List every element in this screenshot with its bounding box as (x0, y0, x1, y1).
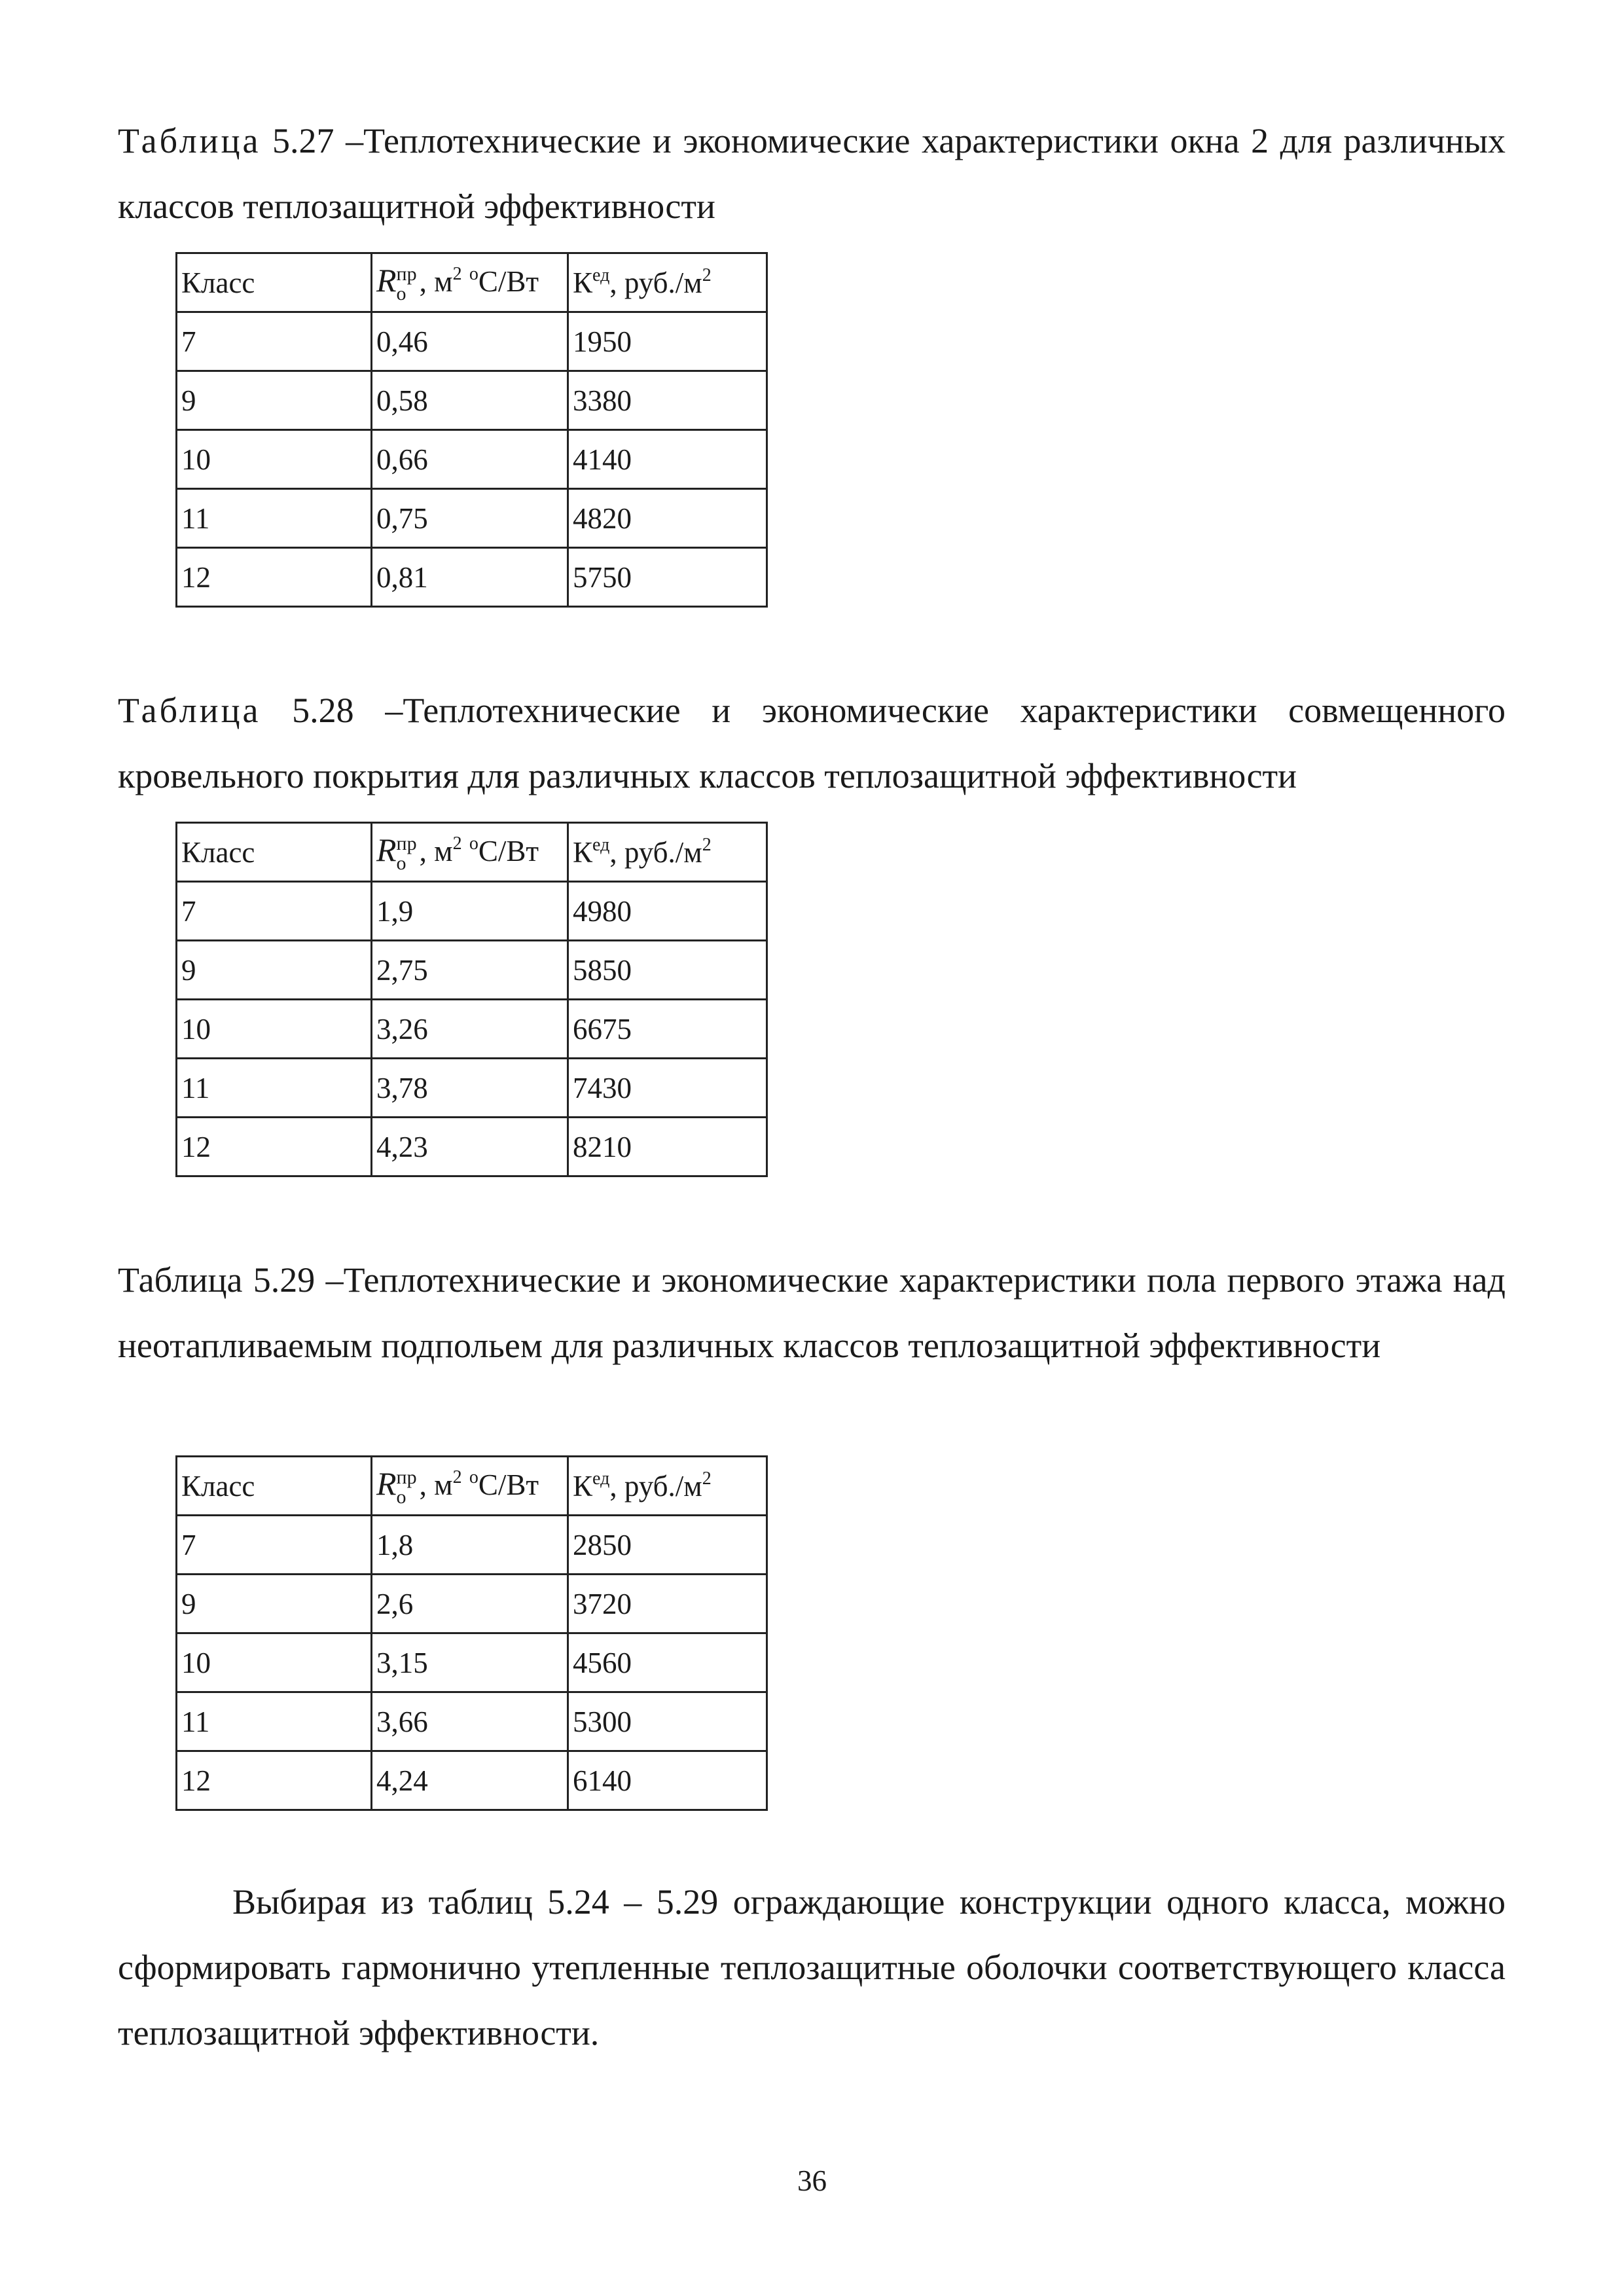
header-cost (568, 253, 767, 312)
cell-class: 7 (177, 312, 372, 371)
r-unit-sup: 2 (452, 263, 462, 284)
k-unit-sup: 2 (702, 834, 712, 855)
table-caption-5-28 (118, 678, 1506, 809)
cell-resistance: 1,8 (372, 1516, 568, 1575)
header-resistance (372, 253, 568, 312)
cell-cost: 6675 (568, 1000, 767, 1059)
table-header-row (177, 1457, 767, 1516)
cell-resistance: 3,66 (372, 1692, 568, 1751)
table-row (177, 1059, 767, 1118)
cell-class: 9 (177, 371, 372, 430)
r-unit: , м (419, 264, 453, 298)
body-paragraph: Выбирая из таблиц 5.24 – 5.29 ограждающие конструкции одного класса, можно сформировать гармонично утепленные теплозащитные оболочки соответствующего класса теплозащитной эффективности. (118, 1882, 1506, 2052)
k-unit: , руб./м (609, 266, 702, 299)
r-unit: , м (419, 834, 453, 867)
table-row (177, 1000, 767, 1059)
cell-resistance: 4,24 (372, 1751, 568, 1810)
table-caption-text: 5.28 –Теплотехнические и экономические характеристики совмещенного кровельного покрытия для различных классов теплозащитной эффективности (118, 691, 1506, 795)
table-row (177, 882, 767, 941)
r-subscript: о (396, 283, 406, 305)
k-unit: , руб./м (609, 835, 702, 869)
cell-class: 11 (177, 489, 372, 548)
r-superscript: пр (396, 1467, 417, 1489)
cell-resistance: 2,6 (372, 1575, 568, 1633)
cell-resistance: 0,75 (372, 489, 568, 548)
header-cost (568, 1457, 767, 1516)
r-subscript: о (396, 1486, 406, 1508)
table-label: Таблица (118, 121, 261, 160)
table-label: Таблица (118, 1260, 243, 1300)
r-unit-end: С/Вт (478, 834, 539, 867)
cell-class: 11 (177, 1059, 372, 1118)
cell-class: 9 (177, 1575, 372, 1633)
cell-class: 7 (177, 1516, 372, 1575)
r-unit-sup: 2 (452, 833, 462, 854)
cell-cost: 5850 (568, 941, 767, 1000)
header-resistance (372, 1457, 568, 1516)
table-caption-text: 5.29 –Теплотехнические и экономические характеристики пола первого этажа над неотапливаемым подпольем для различных классов теплозащитной эффективности (118, 1260, 1506, 1365)
table-label: Таблица (118, 691, 261, 730)
header-class: Класс (177, 253, 372, 312)
cell-class: 12 (177, 1118, 372, 1176)
cell-cost: 7430 (568, 1059, 767, 1118)
table-row (177, 941, 767, 1000)
header-resistance (372, 823, 568, 882)
degree-sign: о (469, 1467, 478, 1487)
table-header-row (177, 253, 767, 312)
cell-class: 7 (177, 882, 372, 941)
r-unit-space (462, 265, 469, 298)
k-unit-sup: 2 (702, 264, 712, 285)
cell-resistance: 1,9 (372, 882, 568, 941)
cell-cost: 8210 (568, 1118, 767, 1176)
table-row (177, 312, 767, 371)
table-5-27 (175, 252, 768, 608)
degree-sign: о (469, 263, 478, 284)
cell-cost: 4140 (568, 430, 767, 489)
page-number: 36 (797, 2164, 827, 2197)
table-row (177, 1118, 767, 1176)
cell-resistance: 3,78 (372, 1059, 568, 1118)
cell-resistance: 3,15 (372, 1633, 568, 1692)
table-header-row (177, 823, 767, 882)
r-unit-end: С/Вт (478, 264, 539, 298)
k-superscript: ед (592, 1468, 610, 1489)
k-superscript: ед (592, 264, 610, 285)
cell-cost: 4560 (568, 1633, 767, 1692)
k-symbol: К (573, 266, 593, 299)
table-caption-5-27 (118, 108, 1506, 239)
header-class: Класс (177, 1457, 372, 1516)
cell-class: 9 (177, 941, 372, 1000)
cell-resistance: 0,46 (372, 312, 568, 371)
cell-class: 10 (177, 430, 372, 489)
r-symbol: R (376, 1465, 397, 1502)
cell-cost: 5750 (568, 548, 767, 607)
k-symbol: К (573, 1469, 593, 1503)
table-caption-5-29 (118, 1247, 1506, 1378)
r-superscript: пр (396, 263, 417, 285)
r-superscript: пр (396, 833, 417, 855)
table-row (177, 548, 767, 607)
table-5-29 (175, 1455, 768, 1811)
cell-cost: 2850 (568, 1516, 767, 1575)
cell-class: 12 (177, 548, 372, 607)
cell-resistance: 2,75 (372, 941, 568, 1000)
k-superscript: ед (592, 834, 610, 855)
cell-cost: 3720 (568, 1575, 767, 1633)
cell-cost: 6140 (568, 1751, 767, 1810)
cell-cost: 1950 (568, 312, 767, 371)
table-row (177, 1633, 767, 1692)
cell-class: 10 (177, 1633, 372, 1692)
cell-cost: 3380 (568, 371, 767, 430)
table-5-28 (175, 822, 768, 1177)
cell-class: 10 (177, 1000, 372, 1059)
cell-resistance: 4,23 (372, 1118, 568, 1176)
cell-cost: 4820 (568, 489, 767, 548)
r-symbol: R (376, 831, 397, 868)
k-symbol: К (573, 835, 593, 869)
table-row (177, 430, 767, 489)
table-caption-text: 5.27 –Теплотехнические и экономические характеристики окна 2 для различных классов теплозащитной эффективности (118, 121, 1506, 226)
cell-class: 11 (177, 1692, 372, 1751)
table-row (177, 1692, 767, 1751)
degree-sign: о (469, 833, 478, 854)
header-class: Класс (177, 823, 372, 882)
r-unit-space (462, 1468, 469, 1501)
k-unit-sup: 2 (702, 1468, 712, 1489)
table-row (177, 1575, 767, 1633)
k-unit: , руб./м (609, 1469, 702, 1503)
r-symbol: R (376, 261, 397, 299)
r-subscript: о (396, 852, 406, 875)
table-row (177, 1751, 767, 1810)
r-unit-sup: 2 (452, 1467, 462, 1487)
cell-resistance: 0,81 (372, 548, 568, 607)
cell-class: 12 (177, 1751, 372, 1810)
table-row (177, 489, 767, 548)
cell-cost: 4980 (568, 882, 767, 941)
table-row (177, 1516, 767, 1575)
cell-resistance: 0,66 (372, 430, 568, 489)
cell-resistance: 3,26 (372, 1000, 568, 1059)
cell-cost: 5300 (568, 1692, 767, 1751)
table-row (177, 371, 767, 430)
cell-resistance: 0,58 (372, 371, 568, 430)
header-cost (568, 823, 767, 882)
r-unit-space (462, 835, 469, 867)
r-unit-end: С/Вт (478, 1468, 539, 1501)
r-unit: , м (419, 1468, 453, 1501)
